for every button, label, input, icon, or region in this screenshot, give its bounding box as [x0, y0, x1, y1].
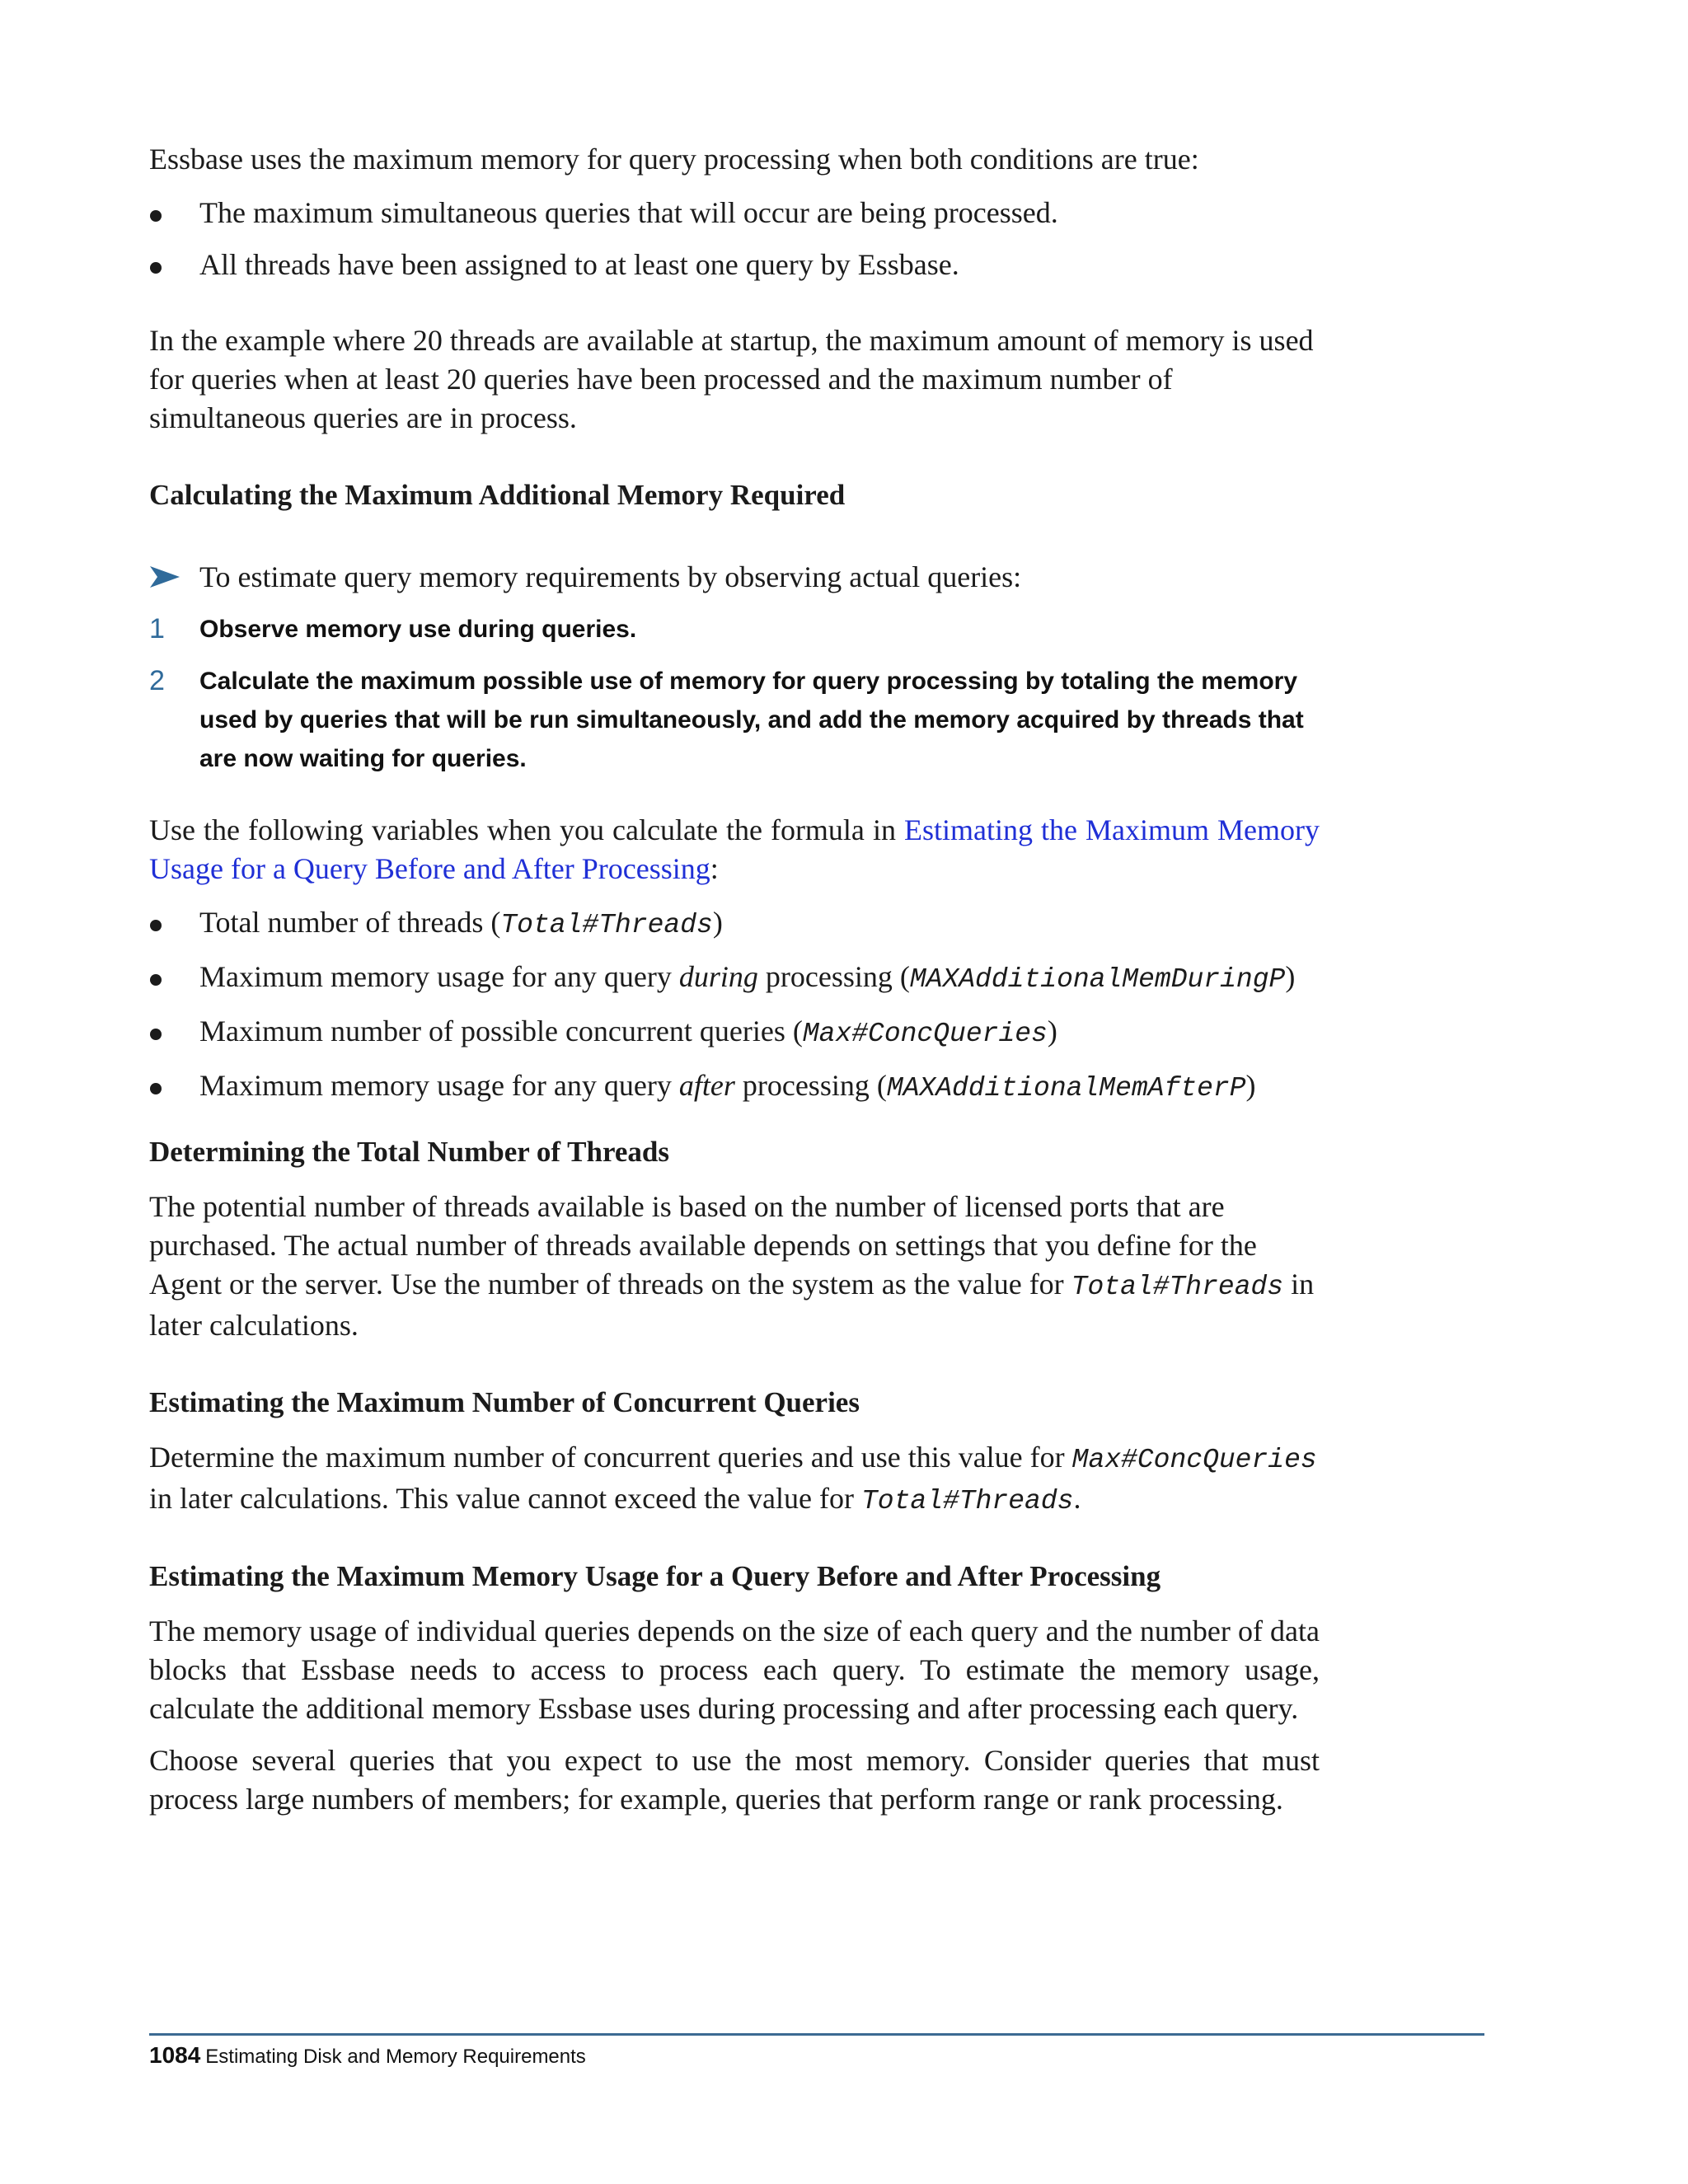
step-number: 1: [149, 613, 165, 644]
procedure-intro: [149, 558, 1320, 597]
total-threads-paragraph: The potential number of threads available is based on the number of licensed ports that are purchased. The actual number of threads available depends on settings that you define for the Agent or the server. Use the number of threads on the system as the value for Total#Threads in later calculations.: [149, 1190, 1315, 1342]
code-total-threads: Total#Threads: [860, 1486, 1074, 1516]
procedure-step: [149, 610, 1320, 649]
code-max-conc-queries: Max#ConcQueries: [802, 1019, 1048, 1049]
example-paragraph: In the example where 20 threads are available at startup, the maximum amount of memory is used for queries when at least 20 queries have been processed and the maximum number of simultaneous queries are in process.: [149, 324, 1314, 434]
concurrent-queries-paragraph: Determine the maximum number of concurrent queries and use this value for Max#ConcQueries in later calculations. This value cannot exceed the value for Total#Threads.: [149, 1441, 1317, 1516]
variables-text: Use the following variables when you calculate the formula in: [149, 813, 904, 846]
code-max-conc-queries: Max#ConcQueries: [1071, 1445, 1317, 1475]
list-item: All threads have been assigned to at least one query by Essbase.: [149, 246, 1320, 284]
list-item: Total number of threads (Total#Threads): [149, 903, 1320, 944]
conditions-list: [149, 194, 1320, 284]
section-heading-total-threads: Determining the Total Number of Threads: [149, 1136, 670, 1168]
step-number: 2: [149, 665, 165, 696]
page-footer: [149, 2042, 586, 2070]
code-total-threads: Total#Threads: [500, 910, 713, 940]
estimating-max-memory-link[interactable]: Estimating the Maximum Memory Usage for a Query Before and After Processing: [149, 813, 1320, 885]
procedure-steps: [149, 610, 1320, 778]
procedure-arrow-icon: [149, 565, 181, 589]
code-max-additional-mem-during: MAXAdditionalMemDuringP: [909, 964, 1286, 995]
list-item: Maximum number of possible concurrent queries (Max#ConcQueries): [149, 1012, 1320, 1053]
list-item: The maximum simultaneous queries that will occur are being processed.: [149, 194, 1320, 232]
procedure-step: [149, 662, 1320, 778]
code-max-additional-mem-after: MAXAdditionalMemAfterP: [886, 1073, 1246, 1104]
section-heading-concurrent-queries: Estimating the Maximum Number of Concurrent Queries: [149, 1386, 860, 1418]
code-total-threads: Total#Threads: [1071, 1272, 1284, 1302]
section-heading-max-additional-memory: Calculating the Maximum Additional Memory Required: [149, 479, 846, 511]
intro-paragraph: Essbase uses the maximum memory for query processing when both conditions are true:: [149, 143, 1199, 176]
variables-colon: :: [710, 852, 719, 885]
memory-usage-paragraph: The memory usage of individual queries depends on the size of each query and the number of data blocks that Essbase needs to access to process each query. To estimate the memory usage, calculate the additional memory Essbase uses during processing and after processing each query.: [149, 1615, 1320, 1725]
choose-queries-paragraph: Choose several queries that you expect to use the most memory. Consider queries that must process large numbers of members; for example, queries that perform range or rank processing.: [149, 1744, 1320, 1816]
list-item: Maximum memory usage for any query during processing (MAXAdditionalMemDuringP): [149, 958, 1320, 999]
page-content: [149, 140, 1320, 1819]
step-text: Calculate the maximum possible use of memory for query processing by totaling the memory used by queries that will be run simultaneously, and add the memory acquired by threads that are now waiting for queries.: [199, 668, 1304, 772]
section-heading-max-memory-usage: Estimating the Maximum Memory Usage for a Query Before and After Processing: [149, 1560, 1161, 1592]
footer-title: Estimating Disk and Memory Requirements: [205, 2046, 586, 2068]
page-number: 1084: [149, 2042, 201, 2068]
procedure-intro-text: To estimate query memory requirements by observing actual queries:: [199, 560, 1022, 593]
step-text: Observe memory use during queries.: [199, 616, 637, 643]
list-item: Maximum memory usage for any query after processing (MAXAdditionalMemAfterP): [149, 1066, 1320, 1108]
variables-list: [149, 903, 1320, 1108]
footer-divider: [149, 2033, 1484, 2036]
variables-paragraph: [149, 811, 1320, 888]
